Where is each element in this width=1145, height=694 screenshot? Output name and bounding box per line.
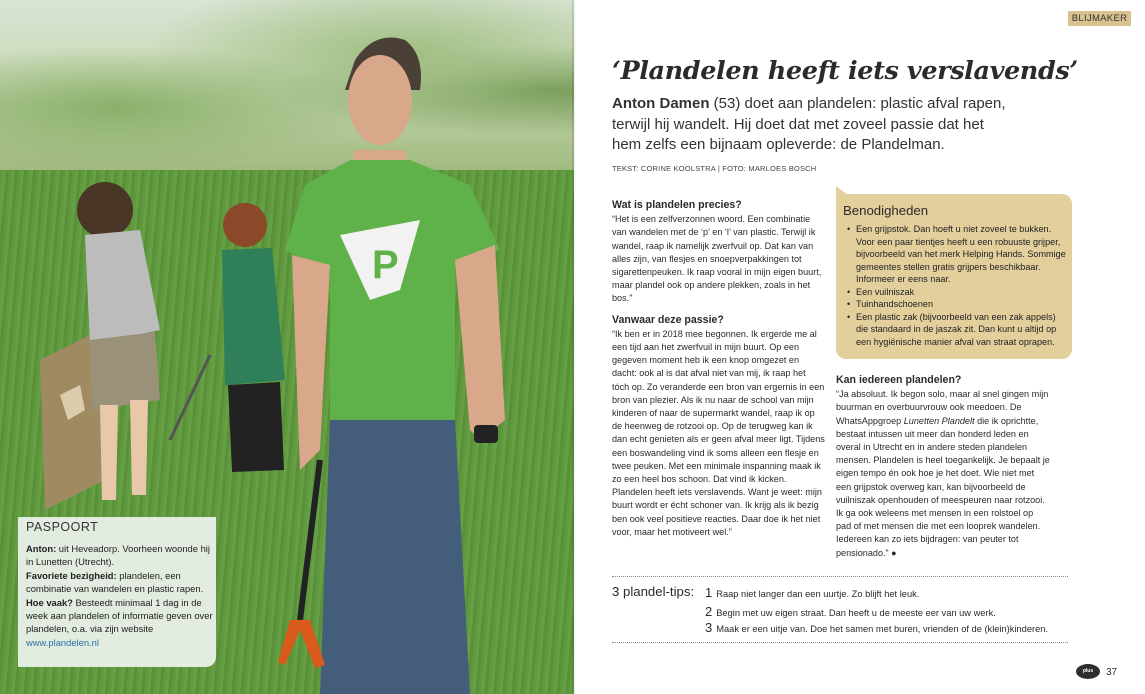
article-column-1 xyxy=(612,199,825,547)
passport-often-label: Hoe vaak? xyxy=(26,596,73,608)
tips-rule-bottom xyxy=(612,642,1068,643)
answer-3-part2: die ik oprichtte, bestaat intussen uit meer dan honderd leden en overal in Utrecht en in andere steden plandelen mensen. Plandelen is heel toegankelijk. Je bepaalt je eigen tempo én ook hoe je het doet. Wie niet met een grijpstok overweg kan, kan bijvoorbeeld de vuilniszak openhouden of meespeuren naar rotzooi. Ik ga ook weleens met mensen in een rolstoel op pad of met mensen die met een looprek wandelen. Iedereen kan zo iets bijdragen: van peuter tot pensionado.” ● xyxy=(836,415,1050,558)
section-tag: BLIJMAKER xyxy=(1068,11,1131,26)
supplies-item: • Tuinhandschoenen xyxy=(847,298,1069,311)
question-2: Vanwaar deze passie? xyxy=(612,313,724,326)
tip-text: Raap niet langer dan een uurtje. Zo blijft het leuk. xyxy=(716,589,920,599)
supplies-item: • Een grijpstok. Dan hoeft u niet zoveel te bukken. Voor een paar tientjes heeft u een robuuste grijper, bijvoorbeeld van het merk Helping Hands. Sommige gemeentes stellen gratis grijpers beschikbaar. Informeer er eens naar. xyxy=(847,223,1069,286)
supplies-title: Benodigheden xyxy=(843,203,929,218)
tip-number: 3 xyxy=(705,620,713,635)
question-1: Wat is plandelen precies? xyxy=(612,199,742,211)
tip-2 xyxy=(705,604,996,619)
intro-line1: (53) doet aan plandelen: plastic afval rapen, xyxy=(709,95,1006,112)
credits: TEKST: CORINE KOOLSTRA | FOTO: MARLOES BOSCH xyxy=(612,164,817,173)
passport-often-text: Besteedt minimaal 1 dag in de week aan plandelen of informatie geven over plandelen, o.a. via zijn website xyxy=(26,596,213,635)
intro-paragraph xyxy=(612,94,1022,156)
supplies-item: • Een plastic zak (bijvoorbeeld van een zak appels) die standaard in de jaszak zit. Dan kunt u altijd op een hygiënische manier afval van straat oprapen. xyxy=(847,311,1069,349)
tips-title: 3 plandel-tips: xyxy=(612,584,695,599)
child-girl xyxy=(170,203,285,472)
intro-line2: terwijl hij wandelt. Hij doet dat met zoveel passie dat het xyxy=(612,115,984,133)
supplies-list xyxy=(847,223,1069,348)
page-number: 37 xyxy=(1106,667,1118,678)
supplies-box xyxy=(836,194,1072,359)
passport-anton-text: uit Heveadorp. Voorheen woonde hij in Lunetten (Utrecht). xyxy=(26,543,210,568)
publisher-logo: plus xyxy=(1076,664,1100,679)
spread-fold xyxy=(572,0,576,694)
answer-1: “Het is een zelfverzonnen woord. Een combinatie van wandelen met de ‘p’ en ‘l’ van plastic. Terwijl ik wandel, raap ik namelijk zwerfvuil op. Dat kan van alles zijn, van flesjes en snoepverpakkingen tot sigarettenpeuken. Ik raap vooral in mijn eigen buurt, maar plandel ook op andere plekken, zoals in het bos.” xyxy=(612,214,822,304)
tip-3 xyxy=(705,620,1048,635)
answer-3 xyxy=(836,388,1050,560)
passport-anton-label: Anton: xyxy=(26,543,57,554)
whatsapp-group-name: Lunetten Plandelt xyxy=(903,415,975,426)
intro-line3: hem zelfs een bijnaam opleverde: de Plandelman. xyxy=(612,136,945,153)
child-with-bag xyxy=(40,182,160,510)
supplies-item: • Een vuilniszak xyxy=(847,286,1069,299)
passport-title: PASPOORT xyxy=(26,520,99,534)
question-3: Kan iedereen plandelen? xyxy=(836,374,962,386)
tip-number: 2 xyxy=(705,604,713,619)
passport-box xyxy=(18,517,216,667)
passport-body xyxy=(26,542,214,649)
tips-rule-top xyxy=(612,576,1068,577)
shirt-logo-p: P xyxy=(372,243,399,287)
tip-text: Begin met uw eigen straat. Dan heeft u de meeste eer van uw werk. xyxy=(716,608,996,618)
article-column-2 xyxy=(836,374,1050,568)
website-link[interactable]: www.plandelen.nl xyxy=(26,636,99,648)
passport-hobby-text: plandelen, een combinatie van wandelen en plastic rapen. xyxy=(26,569,204,595)
answer-2: “Ik ben er in 2018 mee begonnen. Ik ergerde me al een tijd aan het zwerfvuil in mijn buurt. Op een gegeven moment heb ik een knop omgezet en dacht: ook al is dat afval niet van mij, ik raap het tóch op. Zo veranderde een bron van ergernis in een bron van plezier. Als ik nu naar de school van mijn kinderen of naar de supermarkt wandel, raap ik op de heenweg de rotzooi op. Op de terugweg kan ik dan echt genieten als er geen afval meer ligt. Tijdens een boswandeling vind ik soms alleen een flesje en twee peuken. Met een minimale inspanning maak ik zo een heel bos schoon. Dat vind ik kicken. Plandelen heeft iets verslavends. Want je weet: mijn buurt wordt er écht schoner van. Ik krijg als ik bezig ben ook veel positieve reacties. Daar doe ik het niet voor, maar het motiveert wel.” xyxy=(612,328,825,537)
passport-hobby-label: Favoriete bezigheid: xyxy=(26,569,117,581)
headline: ‘Plandelen heeft iets verslavends’ xyxy=(612,56,1078,86)
man-anton xyxy=(278,38,505,694)
tip-number: 1 xyxy=(705,585,713,600)
tip-1 xyxy=(705,585,919,600)
tip-text: Maak er een uitje van. Doe het samen met buren, vrienden of de (klein)kinderen. xyxy=(716,624,1049,634)
intro-name: Anton Damen xyxy=(612,95,710,112)
answer-3-part1: “Ja absoluut. Ik begon solo, maar al snel gingen mijn buurman en overbuurvrouw ook meedoen. De WhatsAppgroep xyxy=(836,389,1049,426)
